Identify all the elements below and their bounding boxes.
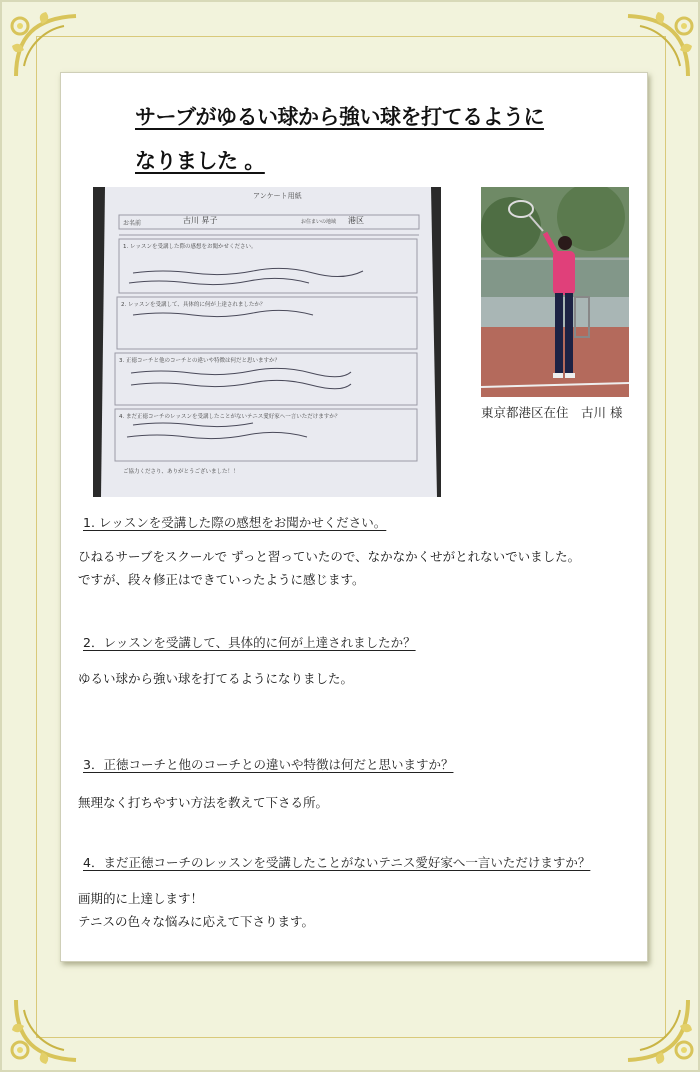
sheet-q1: 1. レッスンを受講した際の感想をお聞かせください。 bbox=[123, 244, 257, 250]
answer-4-line-2: テニスの色々な悩みに応えて下さります。 bbox=[78, 914, 315, 929]
sheet-name-label: お名前 bbox=[123, 220, 142, 227]
answer-3-line-1: 無理なく打ちやすい方法を教えて下さる所。 bbox=[78, 795, 329, 810]
survey-sheet-photo bbox=[93, 187, 441, 497]
question-2: 2．レッスンを受講して、具体的に何が上達されましたか？ bbox=[83, 635, 416, 650]
answer-2-line-1: ゆるい球から強い球を打てるようになりました。 bbox=[78, 671, 354, 686]
sheet-q3: 3. 正徳コーチと他のコーチとの違いや特徴は何だと思いますか？ bbox=[119, 358, 280, 364]
sheet-name-value: 古川 昇子 bbox=[183, 216, 218, 225]
testimonial-card bbox=[60, 72, 648, 962]
answer-1 bbox=[78, 545, 580, 591]
answer-4-line-1: 画期的に上達します！ bbox=[78, 891, 204, 906]
sheet-area-label: お住まいの地域 bbox=[301, 219, 337, 225]
corner-ornament-bottom-left bbox=[6, 984, 92, 1070]
question-4: 4．まだ正徳コーチのレッスンを受講したことがないテニス愛好家へ一言いただけますか？ bbox=[83, 855, 591, 870]
sheet-heading: アンケート用紙 bbox=[253, 192, 302, 200]
sheet-q4: 4. まだ正徳コーチのレッスンを受講したことがないテニス愛好家へ一言いただけますか？ bbox=[119, 414, 341, 420]
photo-caption: 東京都港区在住 古川 様 bbox=[481, 405, 623, 420]
answer-3 bbox=[78, 791, 328, 814]
answer-1-line-1: ひねるサーブをスクールで ずっと習っていたので、なかなかくせがとれないでいました。 bbox=[78, 549, 581, 564]
sheet-footer: ご協力くださり、ありがとうございました！！ bbox=[123, 469, 239, 475]
page-title-line-1: サーブがゆるい球から強い球を打てるように bbox=[135, 105, 544, 129]
player-photo bbox=[481, 187, 629, 397]
sheet-area-value: 港区 bbox=[348, 216, 364, 225]
page-title-line-2: なりました 。 bbox=[135, 149, 265, 173]
corner-ornament-bottom-right bbox=[612, 984, 698, 1070]
question-3: 3．正徳コーチと他のコーチとの違いや特徴は何だと思いますか？ bbox=[83, 757, 454, 772]
sheet-q2: 2. レッスンを受講して、具体的に何が上達されましたか？ bbox=[121, 302, 266, 308]
answer-4 bbox=[78, 887, 314, 933]
question-1: 1. レッスンを受講した際の感想をお聞かせください。 bbox=[83, 515, 387, 530]
answer-1-line-2: ですが、段々修正はできていったように感じます。 bbox=[78, 572, 365, 587]
answer-2 bbox=[78, 667, 353, 690]
